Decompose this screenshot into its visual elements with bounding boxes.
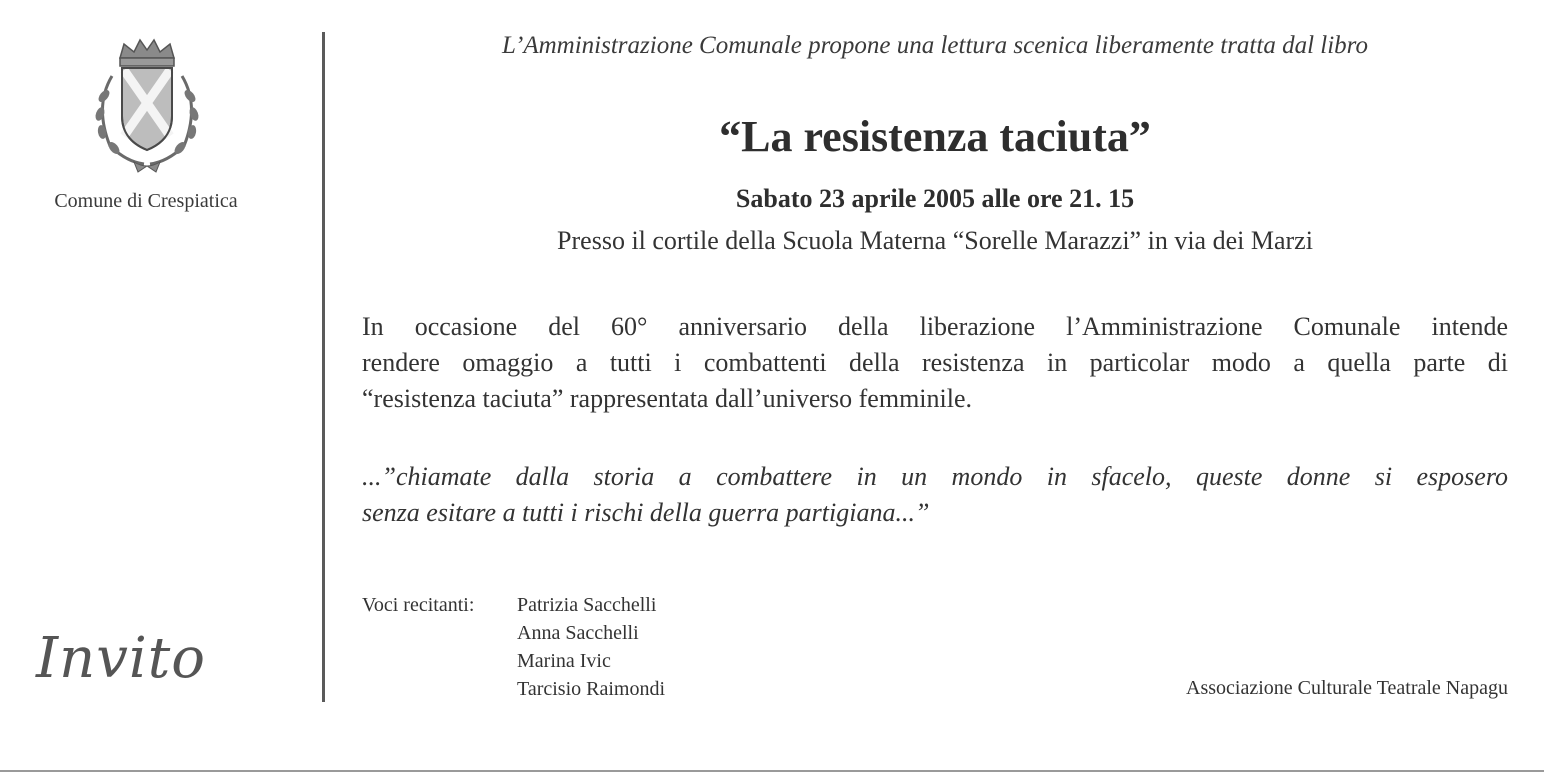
intro-line: L’Amministrazione Comunale propone una lettura scenica liberamente tratta dal libro [502, 32, 1368, 59]
quote-line: senza esitare a tutti i rischi della guerra partigiana...” [362, 498, 930, 527]
cast-member: Anna Sacchelli [517, 622, 639, 644]
cast-member: Tarcisio Raimondi [517, 678, 666, 700]
description-paragraph [362, 309, 1508, 417]
event-venue: Presso il cortile della Scuola Materna “Sorelle Marazzi” in via dei Marzi [557, 226, 1313, 255]
vertical-divider [322, 32, 325, 702]
cast-list [517, 591, 665, 703]
description-line: “resistenza taciuta” rappresentata dall’universo femminile. [362, 384, 972, 413]
cast-member: Marina Ivic [517, 650, 611, 672]
cast-member: Patrizia Sacchelli [517, 594, 657, 616]
cast-label: Voci recitanti: [362, 594, 475, 616]
description-line: rendere omaggio a tutti i combattenti della resistenza in particolar modo a quella parte di [362, 348, 1508, 377]
organizer-name: Associazione Culturale Teatrale Napagu [1186, 677, 1508, 699]
bottom-edge-line [0, 770, 1544, 772]
quote-line: ...”chiamate dalla storia a combattere in un mondo in sfacelo, queste donne si esposero [362, 462, 1508, 491]
event-date: Sabato 23 aprile 2005 alle ore 21. 15 [735, 184, 1135, 213]
invitation-title: Invito [36, 626, 206, 691]
quote-paragraph [362, 459, 1508, 531]
description-line: In occasione del 60° anniversario della liberazione l’Amministrazione Comunale intende [362, 312, 1508, 341]
municipality-name: Comune di Crespiatica [54, 190, 238, 212]
left-panel [0, 0, 320, 779]
coat-of-arms-icon [82, 36, 212, 176]
event-title: “La resistenza taciuta” [719, 112, 1151, 161]
